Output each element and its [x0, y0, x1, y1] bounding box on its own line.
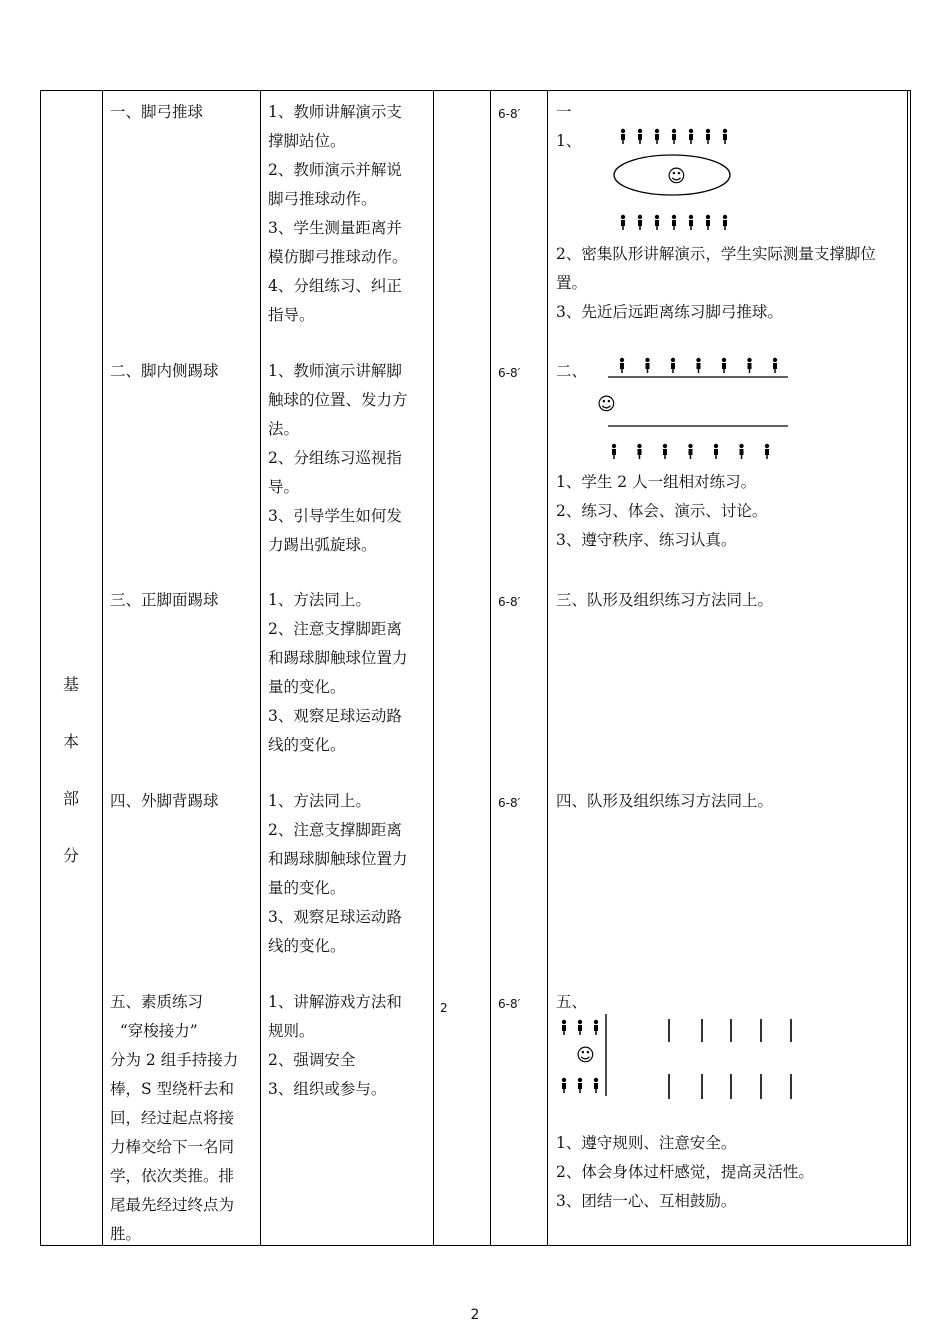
person-icon [689, 129, 693, 144]
method-line: 规则。 [268, 1022, 315, 1040]
org-line: 3、团结一心、互相鼓励。 [556, 1192, 737, 1210]
time-value: 6-8′ [498, 997, 521, 1011]
methods-cell [268, 357, 428, 560]
org-line: 三、队形及组织练习方法同上。 [556, 591, 774, 609]
methods-cell [268, 787, 428, 961]
org-line: 1、学生 2 人一组相对练习。 [556, 473, 757, 491]
method-line: 3、观察足球运动路 [268, 908, 402, 926]
column-divider [490, 91, 491, 1245]
method-line: 力踢出弧旋球。 [268, 536, 377, 554]
teacher-smiley-icon: ☺ [597, 394, 616, 415]
method-line: 3、学生测量距离并 [268, 219, 402, 237]
person-icon [714, 444, 718, 459]
content-line: 力棒交给下一名同 [110, 1138, 235, 1156]
person-icon [655, 215, 659, 230]
content-cell [110, 586, 260, 615]
person-icon [773, 358, 777, 373]
section-label-char: 本 [63, 732, 80, 751]
method-line: 1、讲解游戏方法和 [268, 993, 402, 1011]
method-line: 1、教师演示讲解脚 [268, 362, 402, 380]
method-line: 导。 [268, 478, 300, 496]
method-line: 1、方法同上。 [268, 792, 371, 810]
column-divider [102, 91, 103, 1245]
methods-cell [268, 586, 428, 760]
teacher-smiley-icon: ☺ [576, 1045, 595, 1066]
content-cell [110, 787, 260, 816]
organization-cell [556, 1129, 906, 1216]
method-line: 2、分组练习巡视指 [268, 449, 402, 467]
section-label-char: 部 [63, 789, 80, 808]
column-divider [433, 91, 434, 1245]
person-icon [722, 358, 726, 373]
org-line: 3、先近后远距离练习脚弓推球。 [556, 303, 783, 321]
person-icon [655, 129, 659, 144]
section-label-char: 分 [63, 846, 80, 865]
person-icon [594, 1020, 598, 1035]
org-line: 2、练习、体会、演示、讨论。 [556, 502, 768, 520]
method-line: 3、引导学生如何发 [268, 507, 402, 525]
person-icon [671, 358, 675, 373]
person-icon [696, 358, 700, 373]
content-line: 尾最先经过终点为 [110, 1196, 235, 1214]
method-line: 脚弓推球动作。 [268, 190, 377, 208]
method-line: 和踢球脚触球位置力 [268, 850, 408, 868]
method-line: 2、注意支撑脚距离 [268, 620, 402, 638]
method-line: 撑脚站位。 [268, 132, 346, 150]
org-line: 3、遵守秩序、练习认真。 [556, 531, 737, 549]
teacher-smiley-icon: ☺ [667, 166, 686, 187]
column-divider [907, 91, 908, 1245]
content-line: 学，依次类推。排 [110, 1167, 235, 1185]
person-icon [637, 444, 641, 459]
time-value: 6-8′ [498, 107, 521, 121]
method-line: 2、强调安全 [268, 1051, 356, 1069]
org-line: 四、队形及组织练习方法同上。 [556, 792, 774, 810]
column-divider [547, 91, 548, 1245]
method-line: 3、组织或参与。 [268, 1080, 387, 1098]
method-line: 1、方法同上。 [268, 591, 371, 609]
person-icon [638, 215, 642, 230]
organization-cell [556, 586, 906, 615]
content-line: “穿梭接力” [110, 1022, 198, 1040]
method-line: 3、观察足球运动路 [268, 707, 402, 725]
org-heading: 五、 [556, 993, 588, 1011]
person-icon [638, 129, 642, 144]
person-icon [723, 215, 727, 230]
person-icon [612, 444, 616, 459]
method-line: 模仿脚弓推球动作。 [268, 248, 408, 266]
person-icon [663, 444, 667, 459]
content-line: 分为 2 组手持接力 [110, 1051, 239, 1069]
person-icon [672, 215, 676, 230]
organization-cell [556, 240, 906, 327]
org-line: 2、密集队形讲解演示，学生实际测量支撑脚位 [556, 245, 876, 263]
formation-diagram-2 [590, 355, 800, 470]
content-line: 棒，S 型绕杆去和 [110, 1080, 235, 1098]
method-line: 2、注意支撑脚距离 [268, 821, 402, 839]
person-icon [689, 215, 693, 230]
person-icon [562, 1078, 566, 1093]
person-icon [765, 444, 769, 459]
column-divider [260, 91, 261, 1245]
method-line: 4、分组练习、纠正 [268, 277, 402, 295]
method-line: 触球的位置、发力方 [268, 391, 408, 409]
page-number: 2 [470, 1307, 480, 1323]
method-line: 量的变化。 [268, 678, 346, 696]
method-line: 量的变化。 [268, 879, 346, 897]
content-line: 四、外脚背踢球 [110, 792, 219, 810]
content-cell [110, 98, 260, 127]
content-line: 三、正脚面踢球 [110, 591, 219, 609]
content-cell [110, 988, 260, 1249]
formation-diagram-1 [600, 125, 750, 240]
content-line: 五、素质练习 [110, 993, 204, 1011]
person-icon [747, 358, 751, 373]
content-cell [110, 357, 260, 386]
person-icon [594, 1078, 598, 1093]
org-heading: 1、 [556, 132, 582, 150]
section-label [63, 656, 79, 884]
section-label-char: 基 [63, 675, 80, 694]
person-icon [706, 215, 710, 230]
person-icon [621, 215, 625, 230]
method-line: 1、教师讲解演示支 [268, 103, 402, 121]
method-line: 2、教师演示并解说 [268, 161, 402, 179]
count-value: 2 [440, 1001, 448, 1015]
method-line: 线的变化。 [268, 937, 346, 955]
person-icon [723, 129, 727, 144]
org-line: 2、体会身体过杆感觉，提高灵活性。 [556, 1163, 814, 1181]
organization-cell [556, 468, 906, 555]
content-line: 一、脚弓推球 [110, 103, 204, 121]
content-line: 二、脚内侧踢球 [110, 362, 219, 380]
time-value: 6-8′ [498, 366, 521, 380]
org-heading: 一 [556, 103, 572, 121]
org-line: 1、遵守规则、注意安全。 [556, 1134, 737, 1152]
organization-cell [556, 787, 906, 816]
person-icon [578, 1078, 582, 1093]
method-line: 线的变化。 [268, 736, 346, 754]
person-icon [562, 1020, 566, 1035]
person-icon [706, 129, 710, 144]
method-line: 指导。 [268, 306, 315, 324]
person-icon [578, 1020, 582, 1035]
method-line: 法。 [268, 420, 300, 438]
time-value: 6-8′ [498, 595, 521, 609]
person-icon [672, 129, 676, 144]
person-icon [688, 444, 692, 459]
org-heading: 二、 [556, 362, 588, 380]
org-line: 置。 [556, 274, 588, 292]
time-value: 6-8′ [498, 796, 521, 810]
person-icon [621, 129, 625, 144]
methods-cell [268, 988, 428, 1104]
person-icon [739, 444, 743, 459]
person-icon [620, 358, 624, 373]
content-line: 胜。 [110, 1225, 142, 1243]
person-icon [645, 358, 649, 373]
formation-diagram-5 [555, 1010, 805, 1105]
methods-cell [268, 98, 428, 330]
method-line: 和踢球脚触球位置力 [268, 649, 408, 667]
content-line: 回，经过起点将接 [110, 1109, 235, 1127]
